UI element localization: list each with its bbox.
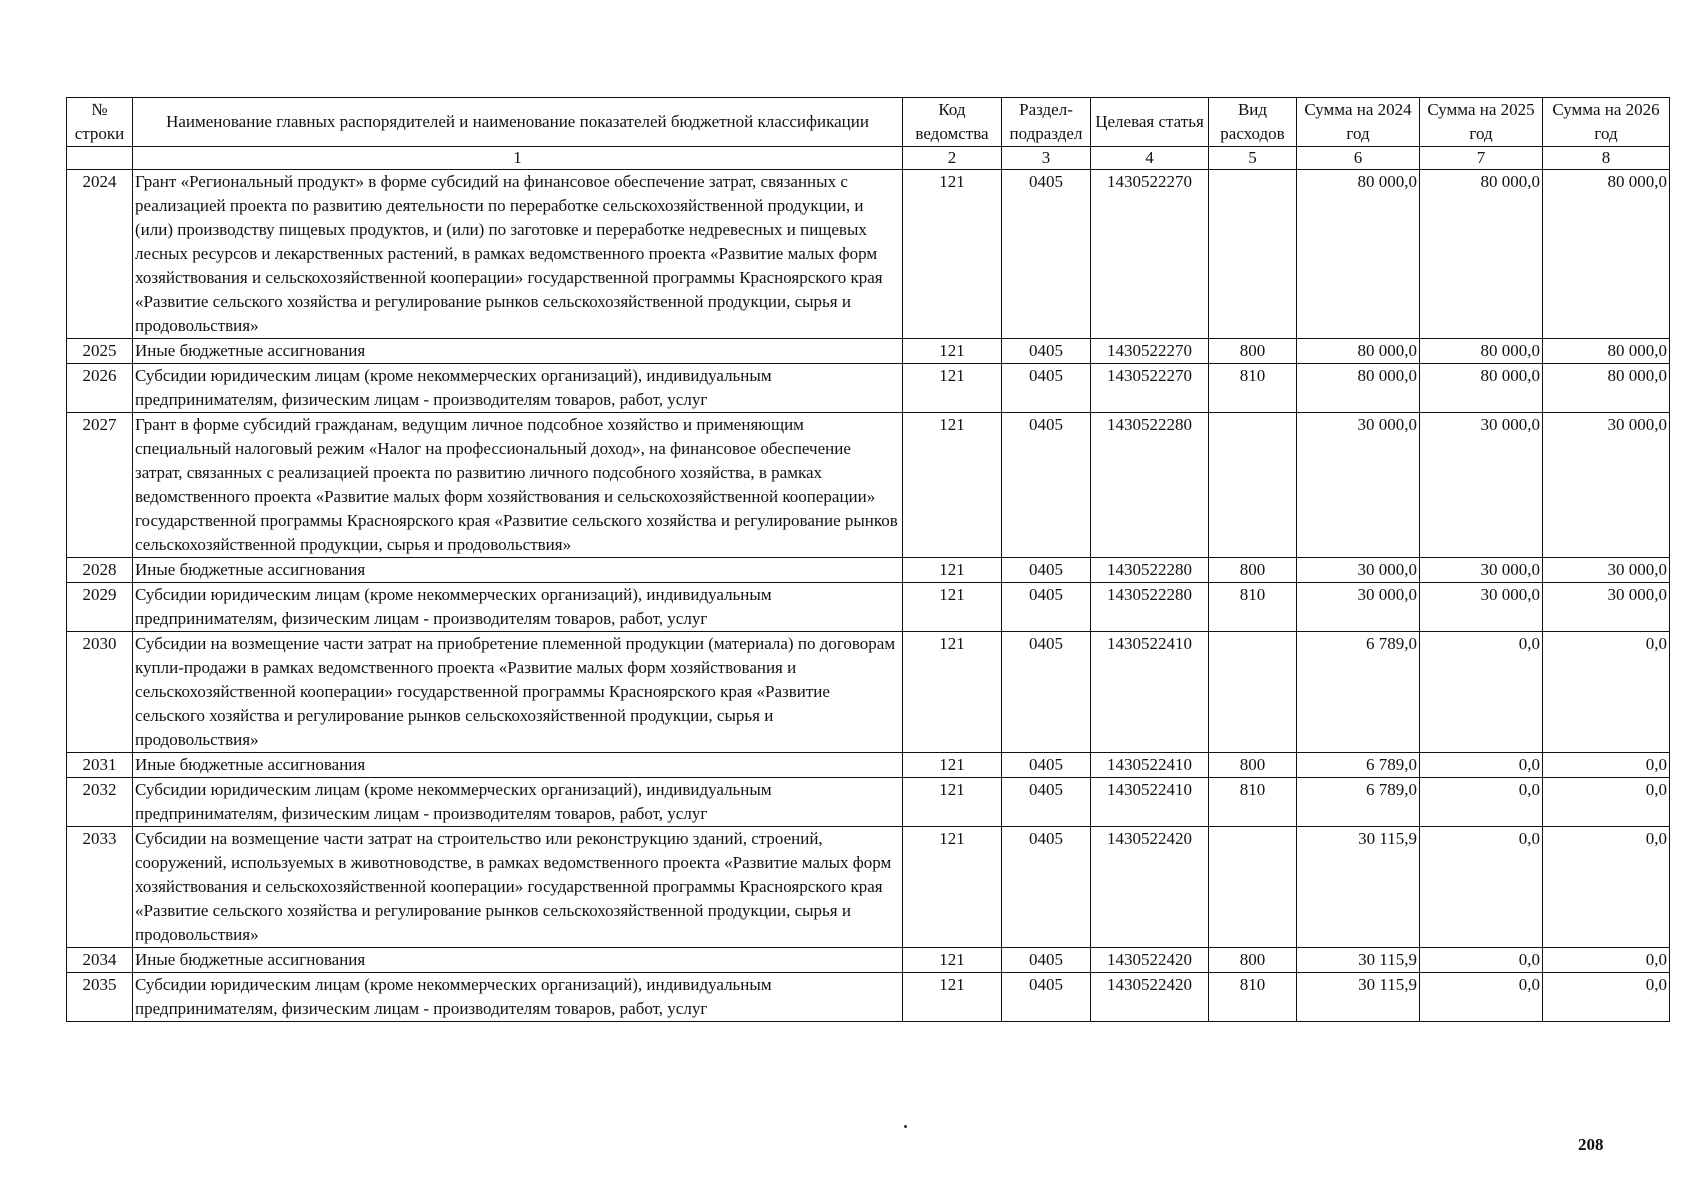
- row-number: 2035: [67, 973, 133, 1022]
- row-number: 2032: [67, 778, 133, 827]
- row-section: 0405: [1002, 778, 1091, 827]
- row-sum-2025: 0,0: [1420, 753, 1543, 778]
- row-target-article: 1430522420: [1091, 827, 1209, 948]
- row-number: 2031: [67, 753, 133, 778]
- row-section: 0405: [1002, 753, 1091, 778]
- row-dept-code: 121: [903, 583, 1002, 632]
- row-target-article: 1430522280: [1091, 583, 1209, 632]
- row-sum-2026: 0,0: [1543, 778, 1670, 827]
- row-number: 2025: [67, 339, 133, 364]
- row-section: 0405: [1002, 364, 1091, 413]
- row-name: Грант в форме субсидий гражданам, ведущим личное подсобное хозяйство и применяющим специальный налоговый режим «Налог на профессиональный доход», на финансовое обеспечение затрат, связанных с реализацией проекта по развитию личного подсобного хозяйства, в рамках ведомственного проекта «Развитие малых форм хозяйствования и сельскохозяйственной кооперации» государственной программы Красноярского края «Развитие сельского хозяйства и регулирование рынков сельскохозяйственной продукции, сырья и продовольствия»: [133, 413, 903, 558]
- row-sum-2026: 30 000,0: [1543, 413, 1670, 558]
- header-sum-2025: Сумма на 2025 год: [1420, 98, 1543, 147]
- row-dept-code: 121: [903, 778, 1002, 827]
- column-number: 3: [1002, 147, 1091, 170]
- row-name: Субсидии юридическим лицам (кроме некоммерческих организаций), индивидуальным предпринимателям, физическим лицам - производителям товаров, работ, услуг: [133, 583, 903, 632]
- table-row: [67, 778, 1670, 827]
- table-row: [67, 339, 1670, 364]
- header-target-article: Целевая статья: [1091, 98, 1209, 147]
- row-name: Субсидии на возмещение части затрат на строительство или реконструкцию зданий, строений, сооружений, используемых в животноводстве, в рамках ведомственного проекта «Развитие малых форм хозяйствования и сельскохозяйственной кооперации» государственной программы Красноярского края «Развитие сельского хозяйства и регулирование рынков сельскохозяйственной продукции, сырья и продовольствия»: [133, 827, 903, 948]
- row-sum-2026: 0,0: [1543, 632, 1670, 753]
- row-name: Субсидии юридическим лицам (кроме некоммерческих организаций), индивидуальным предпринимателям, физическим лицам - производителям товаров, работ, услуг: [133, 364, 903, 413]
- row-target-article: 1430522420: [1091, 948, 1209, 973]
- row-dept-code: 121: [903, 973, 1002, 1022]
- header-sum-2024: Сумма на 2024 год: [1297, 98, 1420, 147]
- row-sum-2026: 80 000,0: [1543, 339, 1670, 364]
- row-sum-2026: 0,0: [1543, 753, 1670, 778]
- row-number: 2030: [67, 632, 133, 753]
- row-name: Субсидии юридическим лицам (кроме некоммерческих организаций), индивидуальным предпринимателям, физическим лицам - производителям товаров, работ, услуг: [133, 973, 903, 1022]
- row-name: Иные бюджетные ассигнования: [133, 558, 903, 583]
- column-number-empty: [67, 147, 133, 170]
- table-row: [67, 170, 1670, 339]
- table-row: [67, 827, 1670, 948]
- row-name: Иные бюджетные ассигнования: [133, 339, 903, 364]
- row-sum-2024: 30 000,0: [1297, 413, 1420, 558]
- row-sum-2024: 30 115,9: [1297, 827, 1420, 948]
- row-target-article: 1430522270: [1091, 339, 1209, 364]
- row-sum-2024: 80 000,0: [1297, 170, 1420, 339]
- row-sum-2025: 80 000,0: [1420, 339, 1543, 364]
- row-expense-type: 810: [1209, 973, 1297, 1022]
- column-number: 4: [1091, 147, 1209, 170]
- header-dept-code: Код ведомства: [903, 98, 1002, 147]
- row-name: Иные бюджетные ассигнования: [133, 948, 903, 973]
- header-expense-type: Вид расходов: [1209, 98, 1297, 147]
- row-number: 2029: [67, 583, 133, 632]
- column-number: 1: [133, 147, 903, 170]
- row-section: 0405: [1002, 632, 1091, 753]
- row-expense-type: 810: [1209, 364, 1297, 413]
- column-number: 2: [903, 147, 1002, 170]
- row-name: Иные бюджетные ассигнования: [133, 753, 903, 778]
- row-number: 2026: [67, 364, 133, 413]
- row-target-article: 1430522270: [1091, 170, 1209, 339]
- scan-speck: [904, 1125, 907, 1128]
- row-sum-2024: 30 000,0: [1297, 558, 1420, 583]
- table-row: [67, 558, 1670, 583]
- row-section: 0405: [1002, 583, 1091, 632]
- row-section: 0405: [1002, 948, 1091, 973]
- row-target-article: 1430522280: [1091, 413, 1209, 558]
- table-body: [67, 170, 1670, 1022]
- row-dept-code: 121: [903, 339, 1002, 364]
- row-sum-2025: 30 000,0: [1420, 583, 1543, 632]
- row-expense-type: 800: [1209, 339, 1297, 364]
- row-sum-2024: 6 789,0: [1297, 778, 1420, 827]
- row-sum-2025: 80 000,0: [1420, 170, 1543, 339]
- row-name: Субсидии юридическим лицам (кроме некоммерческих организаций), индивидуальным предпринимателям, физическим лицам - производителям товаров, работ, услуг: [133, 778, 903, 827]
- table-header-row: [67, 98, 1670, 147]
- header-sum-2026: Сумма на 2026 год: [1543, 98, 1670, 147]
- header-row-number: № строки: [67, 98, 133, 147]
- row-expense-type: 800: [1209, 558, 1297, 583]
- column-number: 6: [1297, 147, 1420, 170]
- row-dept-code: 121: [903, 827, 1002, 948]
- table-row: [67, 413, 1670, 558]
- row-expense-type: [1209, 827, 1297, 948]
- row-expense-type: [1209, 632, 1297, 753]
- table-row: [67, 364, 1670, 413]
- table-row: [67, 948, 1670, 973]
- row-sum-2026: 80 000,0: [1543, 364, 1670, 413]
- row-sum-2026: 0,0: [1543, 973, 1670, 1022]
- row-sum-2024: 30 115,9: [1297, 973, 1420, 1022]
- row-expense-type: [1209, 170, 1297, 339]
- row-expense-type: 800: [1209, 753, 1297, 778]
- row-sum-2026: 0,0: [1543, 827, 1670, 948]
- row-dept-code: 121: [903, 632, 1002, 753]
- row-sum-2025: 0,0: [1420, 827, 1543, 948]
- row-sum-2024: 30 115,9: [1297, 948, 1420, 973]
- row-sum-2026: 30 000,0: [1543, 558, 1670, 583]
- table-row: [67, 632, 1670, 753]
- row-section: 0405: [1002, 827, 1091, 948]
- row-dept-code: 121: [903, 170, 1002, 339]
- row-sum-2024: 80 000,0: [1297, 339, 1420, 364]
- budget-table: [66, 97, 1670, 1022]
- row-sum-2025: 0,0: [1420, 973, 1543, 1022]
- row-sum-2024: 6 789,0: [1297, 753, 1420, 778]
- row-sum-2025: 0,0: [1420, 632, 1543, 753]
- row-sum-2026: 0,0: [1543, 948, 1670, 973]
- row-name: Субсидии на возмещение части затрат на приобретение племенной продукции (материала) по договорам купли-продажи в рамках ведомственного проекта «Развитие малых форм хозяйствования и сельскохозяйственной кооперации» государственной программы Красноярского края «Развитие сельского хозяйства и регулирование рынков сельскохозяйственной продукции, сырья и продовольствия»: [133, 632, 903, 753]
- row-sum-2025: 30 000,0: [1420, 413, 1543, 558]
- column-number-row: [67, 147, 1670, 170]
- row-expense-type: 810: [1209, 583, 1297, 632]
- row-sum-2024: 30 000,0: [1297, 583, 1420, 632]
- row-dept-code: 121: [903, 753, 1002, 778]
- table-row: [67, 753, 1670, 778]
- header-name: Наименование главных распорядителей и наименование показателей бюджетной классификации: [133, 98, 903, 147]
- row-target-article: 1430522270: [1091, 364, 1209, 413]
- row-number: 2028: [67, 558, 133, 583]
- row-dept-code: 121: [903, 413, 1002, 558]
- table-row: [67, 583, 1670, 632]
- header-section: Раздел-подраздел: [1002, 98, 1091, 147]
- row-dept-code: 121: [903, 364, 1002, 413]
- row-expense-type: [1209, 413, 1297, 558]
- row-sum-2025: 30 000,0: [1420, 558, 1543, 583]
- row-target-article: 1430522410: [1091, 778, 1209, 827]
- row-section: 0405: [1002, 170, 1091, 339]
- row-dept-code: 121: [903, 558, 1002, 583]
- row-dept-code: 121: [903, 948, 1002, 973]
- row-sum-2025: 0,0: [1420, 778, 1543, 827]
- row-expense-type: 800: [1209, 948, 1297, 973]
- row-sum-2024: 80 000,0: [1297, 364, 1420, 413]
- row-number: 2024: [67, 170, 133, 339]
- row-section: 0405: [1002, 339, 1091, 364]
- row-sum-2024: 6 789,0: [1297, 632, 1420, 753]
- column-number: 7: [1420, 147, 1543, 170]
- row-target-article: 1430522420: [1091, 973, 1209, 1022]
- column-number: 8: [1543, 147, 1670, 170]
- row-sum-2026: 30 000,0: [1543, 583, 1670, 632]
- row-sum-2026: 80 000,0: [1543, 170, 1670, 339]
- row-expense-type: 810: [1209, 778, 1297, 827]
- row-number: 2027: [67, 413, 133, 558]
- row-target-article: 1430522410: [1091, 632, 1209, 753]
- row-section: 0405: [1002, 973, 1091, 1022]
- row-section: 0405: [1002, 413, 1091, 558]
- column-number: 5: [1209, 147, 1297, 170]
- row-sum-2025: 0,0: [1420, 948, 1543, 973]
- table-row: [67, 973, 1670, 1022]
- row-sum-2025: 80 000,0: [1420, 364, 1543, 413]
- row-number: 2034: [67, 948, 133, 973]
- page-number: 208: [1578, 1135, 1604, 1154]
- row-target-article: 1430522280: [1091, 558, 1209, 583]
- row-target-article: 1430522410: [1091, 753, 1209, 778]
- row-number: 2033: [67, 827, 133, 948]
- row-name: Грант «Региональный продукт» в форме субсидий на финансовое обеспечение затрат, связанных с реализацией проекта по развитию деятельности по переработке сельскохозяйственной продукции, и (или) производству пищевых продуктов, и (или) по заготовке и переработке недревесных и пищевых лесных ресурсов и лекарственных растений, в рамках ведомственного проекта «Развитие малых форм хозяйствования и сельскохозяйственной кооперации» государственной программы Красноярского края «Развитие сельского хозяйства и регулирование рынков сельскохозяйственной продукции, сырья и продовольствия»: [133, 170, 903, 339]
- row-section: 0405: [1002, 558, 1091, 583]
